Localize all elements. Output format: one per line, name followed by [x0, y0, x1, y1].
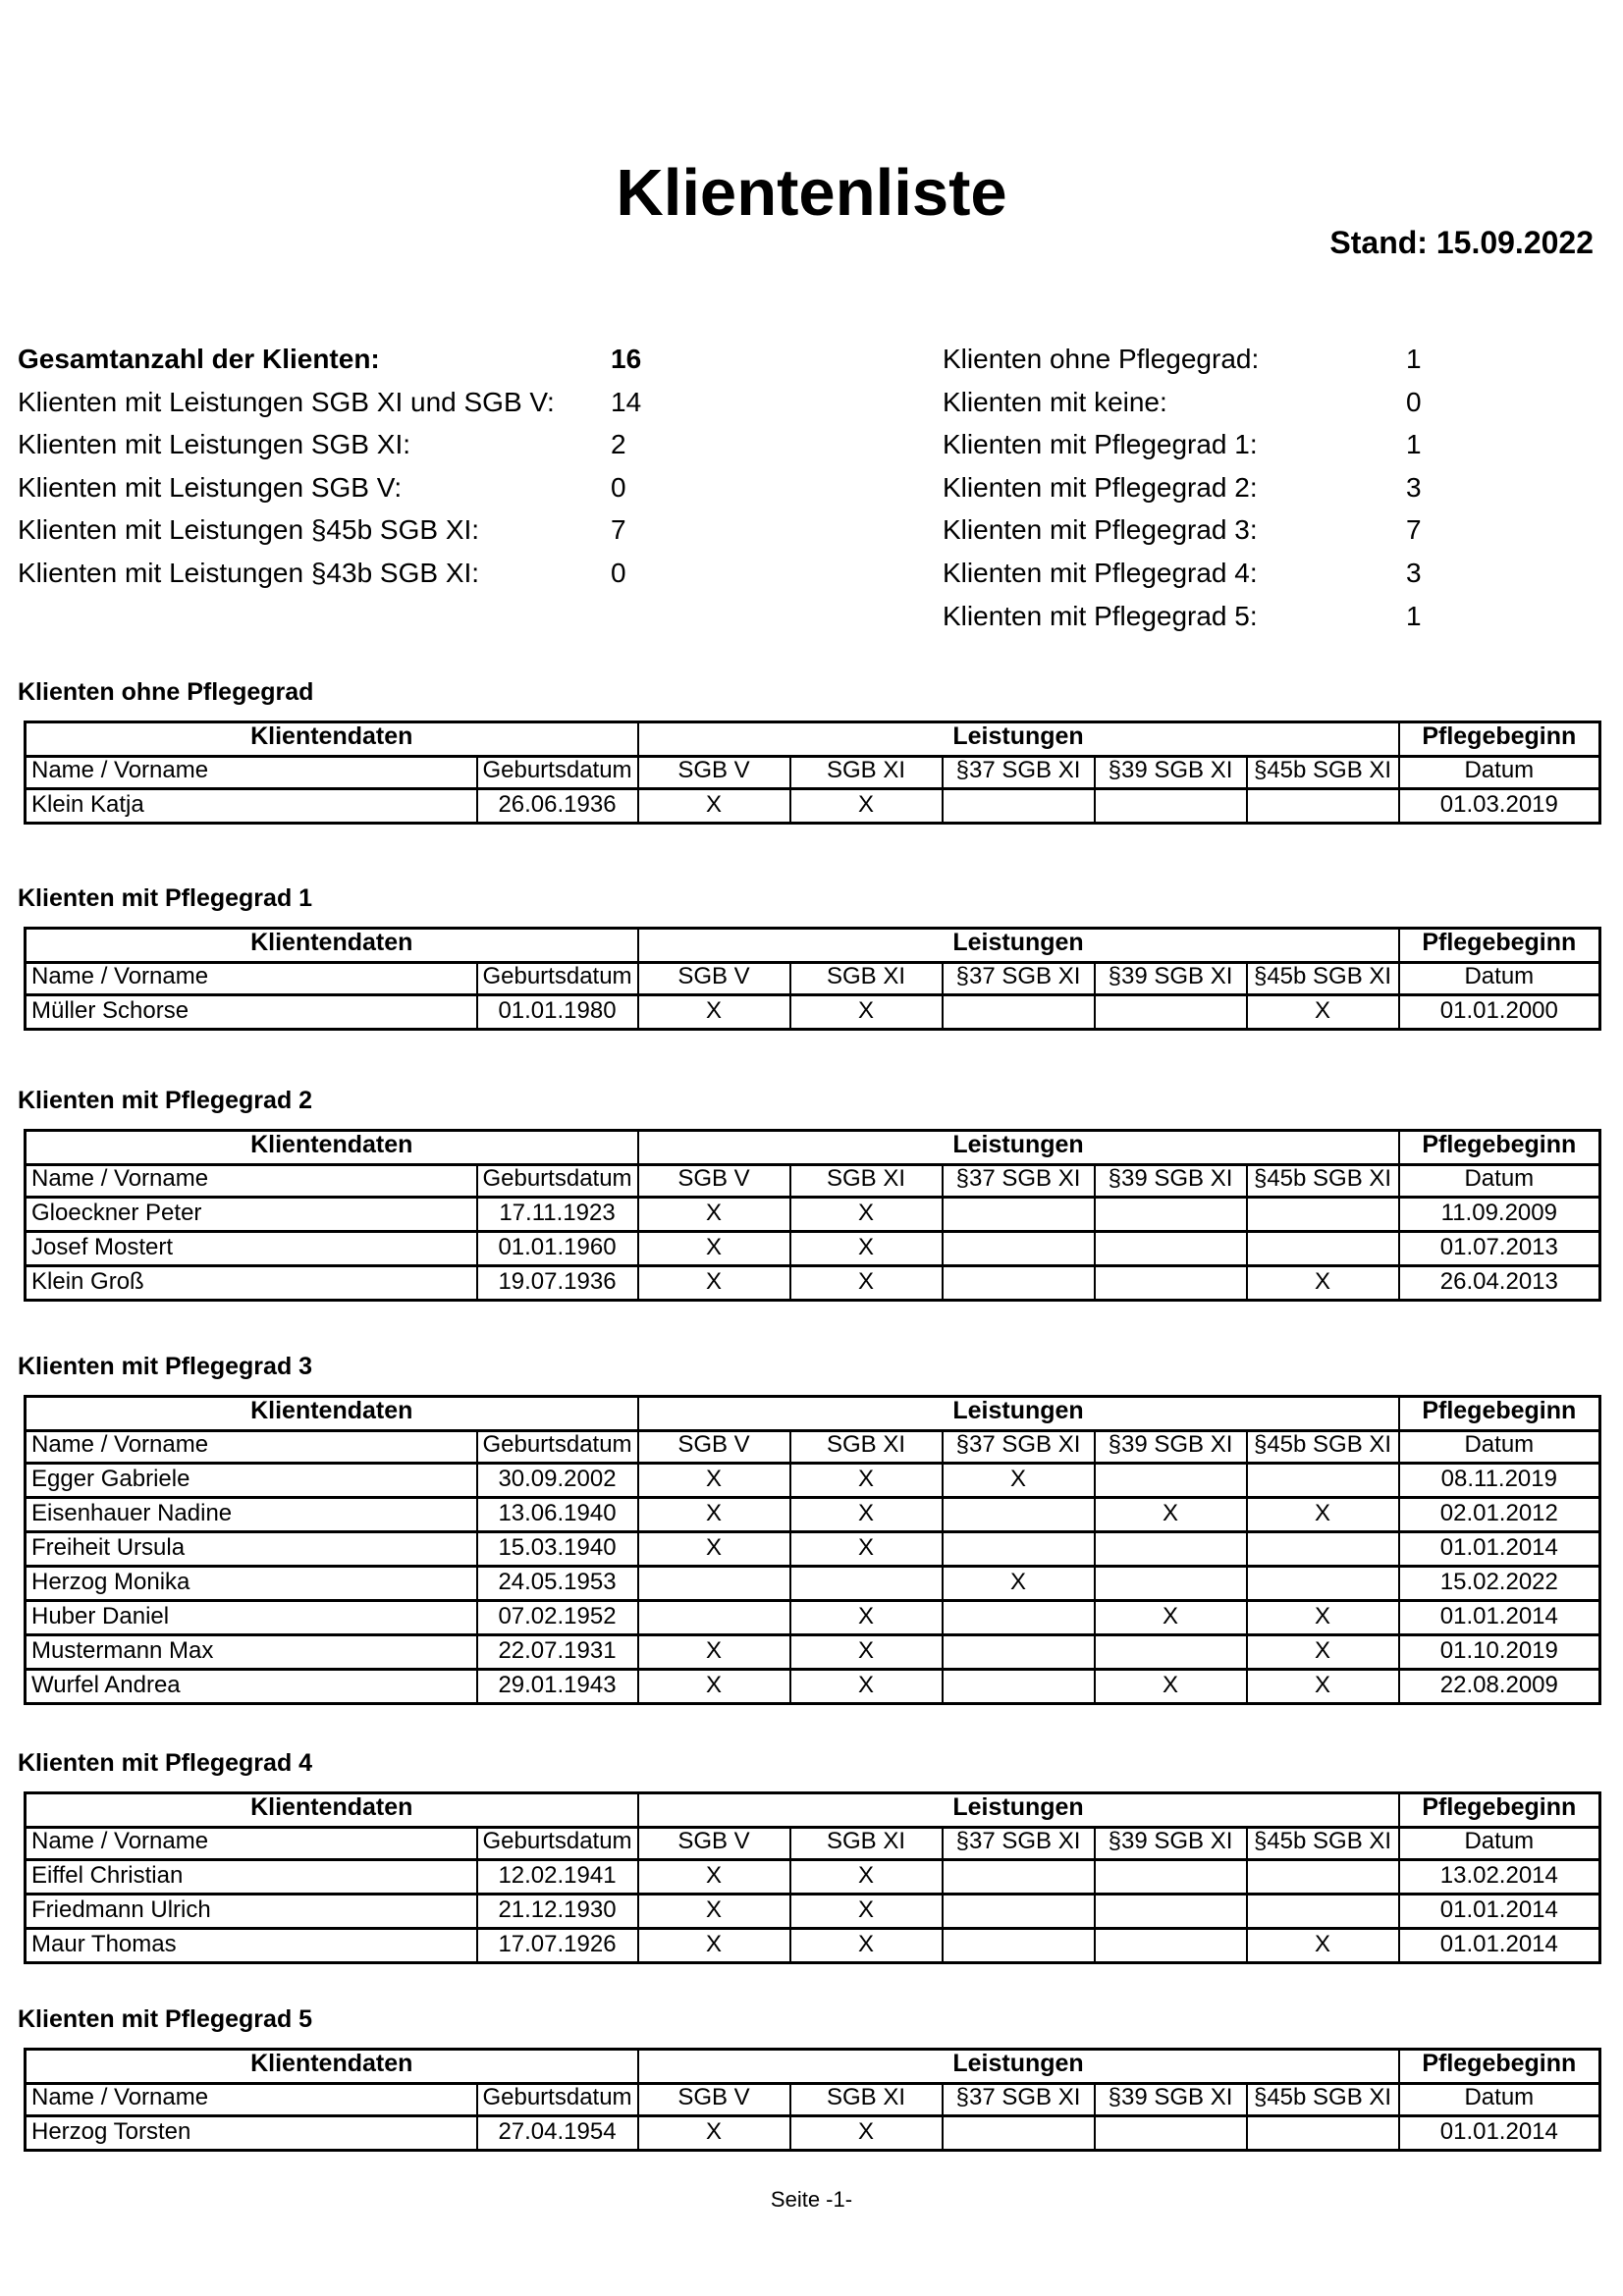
group-header-pflegebeginn: Pflegebeginn [1399, 1131, 1600, 1165]
cell-p37-sgb-xi [943, 1634, 1095, 1669]
group-header-klientendaten: Klientendaten [26, 1397, 638, 1431]
page-title: Klientenliste [616, 155, 1007, 230]
col-header-sgb-xi: SGB XI [790, 1164, 943, 1197]
client-row [26, 1265, 1600, 1300]
col-header-p45b-sgb-xi: §45b SGB XI [1247, 1164, 1399, 1197]
cell-sgb-xi: X [790, 1894, 943, 1928]
cell-name-vorname: Herzog Torsten [26, 2115, 477, 2150]
table-column-header-row [26, 1827, 1600, 1859]
group-header-leistungen: Leistungen [638, 1131, 1399, 1165]
cell-p39-sgb-xi [1095, 1531, 1247, 1566]
group-header-pflegebeginn: Pflegebeginn [1399, 929, 1600, 963]
col-header-p39-sgb-xi: §39 SGB XI [1095, 962, 1247, 994]
cell-sgb-xi: X [790, 994, 943, 1029]
cell-datum: 13.02.2014 [1399, 1859, 1600, 1894]
client-table [24, 721, 1601, 825]
cell-p37-sgb-xi [943, 1231, 1095, 1265]
cell-sgb-xi: X [790, 1531, 943, 1566]
col-header-sgb-xi: SGB XI [790, 962, 943, 994]
col-header-name-vorname: Name / Vorname [26, 2083, 477, 2115]
client-row [26, 1197, 1600, 1231]
col-header-geburtsdatum: Geburtsdatum [477, 1164, 638, 1197]
cell-sgb-v: X [638, 1463, 790, 1497]
summary-label: Klienten mit Pflegegrad 4: [943, 557, 1258, 588]
table-body [26, 2115, 1600, 2150]
summary-label: Klienten mit Leistungen SGB V: [18, 471, 403, 503]
cell-sgb-xi: X [790, 1497, 943, 1531]
client-section [18, 677, 1598, 825]
summary-label: Klienten mit Leistungen SGB XI: [18, 429, 410, 460]
cell-sgb-v: X [638, 994, 790, 1029]
col-header-p37-sgb-xi: §37 SGB XI [943, 1164, 1095, 1197]
cell-geburtsdatum: 22.07.1931 [477, 1634, 638, 1669]
client-row [26, 788, 1600, 823]
cell-sgb-xi: X [790, 1928, 943, 1962]
cell-p39-sgb-xi [1095, 1566, 1247, 1600]
col-header-name-vorname: Name / Vorname [26, 1430, 477, 1463]
col-header-sgb-v: SGB V [638, 1164, 790, 1197]
client-row [26, 2115, 1600, 2150]
group-header-pflegebeginn: Pflegebeginn [1399, 1793, 1600, 1828]
cell-p37-sgb-xi [943, 1894, 1095, 1928]
summary-column-right [943, 338, 1591, 637]
client-table [24, 927, 1601, 1031]
cell-p45b-sgb-xi [1247, 1859, 1399, 1894]
group-header-pflegebeginn: Pflegebeginn [1399, 1397, 1600, 1431]
summary-label: Klienten mit Leistungen §43b SGB XI: [18, 557, 480, 588]
cell-geburtsdatum: 30.09.2002 [477, 1463, 638, 1497]
cell-name-vorname: Gloeckner Peter [26, 1197, 477, 1231]
col-header-geburtsdatum: Geburtsdatum [477, 962, 638, 994]
table-column-header-row [26, 756, 1600, 788]
client-section [18, 2004, 1598, 2152]
col-header-geburtsdatum: Geburtsdatum [477, 2083, 638, 2115]
cell-sgb-xi: X [790, 1634, 943, 1669]
report-date: Stand: 15.09.2022 [1329, 225, 1594, 260]
cell-geburtsdatum: 26.06.1936 [477, 788, 638, 823]
cell-p45b-sgb-xi [1247, 2115, 1399, 2150]
cell-datum: 01.01.2014 [1399, 2115, 1600, 2150]
table-column-header-row [26, 2083, 1600, 2115]
group-header-leistungen: Leistungen [638, 1397, 1399, 1431]
cell-datum: 22.08.2009 [1399, 1669, 1600, 1703]
cell-datum: 01.01.2014 [1399, 1531, 1600, 1566]
summary-label: Klienten mit keine: [943, 386, 1167, 417]
col-header-p45b-sgb-xi: §45b SGB XI [1247, 1827, 1399, 1859]
cell-name-vorname: Eiffel Christian [26, 1859, 477, 1894]
cell-geburtsdatum: 07.02.1952 [477, 1600, 638, 1634]
group-header-pflegebeginn: Pflegebeginn [1399, 2050, 1600, 2084]
col-header-geburtsdatum: Geburtsdatum [477, 1827, 638, 1859]
col-header-p39-sgb-xi: §39 SGB XI [1095, 1164, 1247, 1197]
cell-p37-sgb-xi [943, 2115, 1095, 2150]
cell-p39-sgb-xi: X [1095, 1669, 1247, 1703]
table-column-header-row [26, 1164, 1600, 1197]
summary-value: 0 [1406, 386, 1422, 417]
summary-row [18, 466, 862, 509]
summary-label: Klienten mit Leistungen SGB XI und SGB V: [18, 386, 555, 417]
cell-sgb-xi: X [790, 1265, 943, 1300]
section-heading: Klienten mit Pflegegrad 5 [18, 2005, 313, 2033]
cell-p45b-sgb-xi: X [1247, 1634, 1399, 1669]
section-heading: Klienten mit Pflegegrad 4 [18, 1749, 313, 1777]
cell-p39-sgb-xi [1095, 1859, 1247, 1894]
cell-p37-sgb-xi: X [943, 1463, 1095, 1497]
col-header-p45b-sgb-xi: §45b SGB XI [1247, 2083, 1399, 2115]
cell-p37-sgb-xi [943, 788, 1095, 823]
cell-sgb-xi: X [790, 2115, 943, 2150]
cell-sgb-v: X [638, 1634, 790, 1669]
summary-row [943, 381, 1591, 424]
summary-value: 14 [611, 386, 642, 417]
col-header-datum: Datum [1399, 2083, 1600, 2115]
summary-value: 0 [611, 557, 626, 588]
cell-geburtsdatum: 19.07.1936 [477, 1265, 638, 1300]
client-section [18, 1748, 1598, 1964]
cell-p45b-sgb-xi [1247, 788, 1399, 823]
summary-row [943, 508, 1591, 552]
client-row [26, 1566, 1600, 1600]
cell-datum: 01.07.2013 [1399, 1231, 1600, 1265]
col-header-name-vorname: Name / Vorname [26, 1827, 477, 1859]
cell-p37-sgb-xi [943, 1197, 1095, 1231]
summary-value: 7 [611, 514, 626, 546]
table-body [26, 994, 1600, 1029]
group-header-klientendaten: Klientendaten [26, 1793, 638, 1828]
section-heading: Klienten mit Pflegegrad 1 [18, 884, 313, 912]
cell-sgb-xi: X [790, 1231, 943, 1265]
cell-p45b-sgb-xi [1247, 1231, 1399, 1265]
col-header-sgb-v: SGB V [638, 756, 790, 788]
cell-name-vorname: Wurfel Andrea [26, 1669, 477, 1703]
col-header-p45b-sgb-xi: §45b SGB XI [1247, 962, 1399, 994]
cell-p39-sgb-xi [1095, 788, 1247, 823]
cell-p39-sgb-xi [1095, 1894, 1247, 1928]
cell-p45b-sgb-xi: X [1247, 1497, 1399, 1531]
client-row [26, 1669, 1600, 1703]
group-header-leistungen: Leistungen [638, 929, 1399, 963]
summary-value: 1 [1406, 429, 1422, 460]
client-table [24, 2048, 1601, 2152]
table-group-header-row [26, 1131, 1600, 1165]
summary-label: Gesamtanzahl der Klienten: [18, 344, 380, 374]
client-row [26, 1600, 1600, 1634]
summary-label: Klienten mit Pflegegrad 3: [943, 514, 1258, 546]
col-header-p45b-sgb-xi: §45b SGB XI [1247, 1430, 1399, 1463]
cell-p45b-sgb-xi: X [1247, 1600, 1399, 1634]
client-row [26, 1531, 1600, 1566]
table-group-header-row [26, 722, 1600, 757]
summary-row [18, 338, 862, 381]
summary-column-left [18, 338, 862, 595]
group-header-leistungen: Leistungen [638, 2050, 1399, 2084]
table-group-header-row [26, 929, 1600, 963]
cell-geburtsdatum: 13.06.1940 [477, 1497, 638, 1531]
summary-value: 1 [1406, 344, 1422, 374]
table-body [26, 1197, 1600, 1300]
cell-sgb-xi: X [790, 1669, 943, 1703]
cell-name-vorname: Herzog Monika [26, 1566, 477, 1600]
cell-name-vorname: Egger Gabriele [26, 1463, 477, 1497]
summary-row [943, 338, 1591, 381]
summary-row [943, 595, 1591, 638]
cell-sgb-v: X [638, 788, 790, 823]
cell-name-vorname: Freiheit Ursula [26, 1531, 477, 1566]
col-header-p39-sgb-xi: §39 SGB XI [1095, 2083, 1247, 2115]
cell-p39-sgb-xi [1095, 1265, 1247, 1300]
cell-datum: 01.01.2014 [1399, 1600, 1600, 1634]
client-table [24, 1395, 1601, 1705]
table-group-header-row [26, 1397, 1600, 1431]
cell-sgb-v: X [638, 2115, 790, 2150]
cell-p39-sgb-xi [1095, 1634, 1247, 1669]
section-heading: Klienten mit Pflegegrad 2 [18, 1087, 313, 1114]
cell-p45b-sgb-xi [1247, 1531, 1399, 1566]
col-header-datum: Datum [1399, 962, 1600, 994]
group-header-pflegebeginn: Pflegebeginn [1399, 722, 1600, 757]
cell-p37-sgb-xi [943, 1669, 1095, 1703]
summary-value: 1 [1406, 600, 1422, 631]
cell-name-vorname: Josef Mostert [26, 1231, 477, 1265]
cell-sgb-v: X [638, 1859, 790, 1894]
col-header-name-vorname: Name / Vorname [26, 1164, 477, 1197]
cell-geburtsdatum: 17.11.1923 [477, 1197, 638, 1231]
cell-p37-sgb-xi [943, 1497, 1095, 1531]
summary-label: Klienten mit Leistungen §45b SGB XI: [18, 514, 480, 546]
section-heading: Klienten mit Pflegegrad 3 [18, 1353, 313, 1380]
cell-p45b-sgb-xi [1247, 1894, 1399, 1928]
col-header-datum: Datum [1399, 756, 1600, 788]
cell-geburtsdatum: 29.01.1943 [477, 1669, 638, 1703]
cell-p37-sgb-xi [943, 1600, 1095, 1634]
cell-datum: 01.10.2019 [1399, 1634, 1600, 1669]
summary-value: 7 [1406, 514, 1422, 546]
col-header-p39-sgb-xi: §39 SGB XI [1095, 1430, 1247, 1463]
col-header-p45b-sgb-xi: §45b SGB XI [1247, 756, 1399, 788]
summary-row [943, 423, 1591, 466]
group-header-klientendaten: Klientendaten [26, 2050, 638, 2084]
summary-row [18, 381, 862, 424]
client-table [24, 1129, 1601, 1302]
cell-sgb-v: X [638, 1894, 790, 1928]
cell-sgb-v: X [638, 1669, 790, 1703]
client-row [26, 1231, 1600, 1265]
table-body [26, 1859, 1600, 1962]
cell-p39-sgb-xi: X [1095, 1497, 1247, 1531]
cell-geburtsdatum: 01.01.1980 [477, 994, 638, 1029]
cell-p39-sgb-xi [1095, 1197, 1247, 1231]
col-header-p37-sgb-xi: §37 SGB XI [943, 2083, 1095, 2115]
cell-geburtsdatum: 21.12.1930 [477, 1894, 638, 1928]
cell-name-vorname: Friedmann Ulrich [26, 1894, 477, 1928]
table-group-header-row [26, 2050, 1600, 2084]
col-header-p37-sgb-xi: §37 SGB XI [943, 962, 1095, 994]
client-section [18, 1086, 1598, 1302]
cell-sgb-v: X [638, 1497, 790, 1531]
col-header-p37-sgb-xi: §37 SGB XI [943, 1430, 1095, 1463]
client-row [26, 1894, 1600, 1928]
cell-sgb-xi: X [790, 788, 943, 823]
client-row [26, 994, 1600, 1029]
cell-sgb-v: X [638, 1928, 790, 1962]
cell-sgb-v [638, 1600, 790, 1634]
client-row [26, 1463, 1600, 1497]
cell-name-vorname: Mustermann Max [26, 1634, 477, 1669]
summary-value: 3 [1406, 557, 1422, 588]
cell-name-vorname: Eisenhauer Nadine [26, 1497, 477, 1531]
col-header-sgb-xi: SGB XI [790, 1430, 943, 1463]
cell-p39-sgb-xi [1095, 1463, 1247, 1497]
table-column-header-row [26, 1430, 1600, 1463]
col-header-p37-sgb-xi: §37 SGB XI [943, 1827, 1095, 1859]
group-header-klientendaten: Klientendaten [26, 929, 638, 963]
cell-p37-sgb-xi [943, 1265, 1095, 1300]
cell-sgb-v: X [638, 1197, 790, 1231]
col-header-geburtsdatum: Geburtsdatum [477, 756, 638, 788]
summary-row [18, 423, 862, 466]
cell-sgb-xi: X [790, 1463, 943, 1497]
summary-label: Klienten mit Pflegegrad 5: [943, 600, 1258, 631]
cell-sgb-v: X [638, 1231, 790, 1265]
cell-sgb-xi: X [790, 1600, 943, 1634]
group-header-klientendaten: Klientendaten [26, 1131, 638, 1165]
client-row [26, 1497, 1600, 1531]
cell-name-vorname: Müller Schorse [26, 994, 477, 1029]
summary-row [943, 466, 1591, 509]
cell-datum: 15.02.2022 [1399, 1566, 1600, 1600]
cell-name-vorname: Klein Groß [26, 1265, 477, 1300]
summary-row [18, 508, 862, 552]
cell-name-vorname: Huber Daniel [26, 1600, 477, 1634]
client-row [26, 1928, 1600, 1962]
group-header-leistungen: Leistungen [638, 1793, 1399, 1828]
cell-p39-sgb-xi [1095, 1231, 1247, 1265]
table-group-header-row [26, 1793, 1600, 1828]
cell-p39-sgb-xi [1095, 2115, 1247, 2150]
cell-datum: 01.01.2014 [1399, 1928, 1600, 1962]
cell-p37-sgb-xi [943, 1928, 1095, 1962]
table-body [26, 788, 1600, 823]
page-number: Seite -1- [770, 2187, 853, 2212]
cell-sgb-xi: X [790, 1197, 943, 1231]
cell-sgb-v [638, 1566, 790, 1600]
cell-geburtsdatum: 17.07.1926 [477, 1928, 638, 1962]
cell-datum: 02.01.2012 [1399, 1497, 1600, 1531]
col-header-geburtsdatum: Geburtsdatum [477, 1430, 638, 1463]
summary-row [18, 552, 862, 595]
cell-p45b-sgb-xi: X [1247, 1669, 1399, 1703]
cell-p37-sgb-xi [943, 1531, 1095, 1566]
col-header-sgb-v: SGB V [638, 962, 790, 994]
cell-p45b-sgb-xi: X [1247, 1928, 1399, 1962]
cell-geburtsdatum: 27.04.1954 [477, 2115, 638, 2150]
cell-geburtsdatum: 12.02.1941 [477, 1859, 638, 1894]
summary-value: 16 [611, 344, 642, 374]
cell-datum: 01.03.2019 [1399, 788, 1600, 823]
col-header-p39-sgb-xi: §39 SGB XI [1095, 756, 1247, 788]
col-header-sgb-xi: SGB XI [790, 756, 943, 788]
cell-p39-sgb-xi [1095, 1928, 1247, 1962]
cell-p45b-sgb-xi: X [1247, 994, 1399, 1029]
cell-datum: 01.01.2000 [1399, 994, 1600, 1029]
group-header-klientendaten: Klientendaten [26, 722, 638, 757]
col-header-sgb-v: SGB V [638, 2083, 790, 2115]
cell-sgb-v: X [638, 1265, 790, 1300]
table-body [26, 1463, 1600, 1703]
table-column-header-row [26, 962, 1600, 994]
section-heading: Klienten ohne Pflegegrad [18, 678, 314, 706]
cell-datum: 08.11.2019 [1399, 1463, 1600, 1497]
cell-sgb-xi [790, 1566, 943, 1600]
cell-geburtsdatum: 24.05.1953 [477, 1566, 638, 1600]
summary-label: Klienten mit Pflegegrad 1: [943, 429, 1258, 460]
col-header-sgb-v: SGB V [638, 1827, 790, 1859]
col-header-p39-sgb-xi: §39 SGB XI [1095, 1827, 1247, 1859]
cell-p37-sgb-xi [943, 1859, 1095, 1894]
cell-p37-sgb-xi [943, 994, 1095, 1029]
summary-value: 0 [611, 471, 626, 503]
cell-p45b-sgb-xi [1247, 1197, 1399, 1231]
summary-label: Klienten ohne Pflegegrad: [943, 344, 1260, 374]
summary-value: 3 [1406, 471, 1422, 503]
summary-label: Klienten mit Pflegegrad 2: [943, 471, 1258, 503]
summary-row [943, 552, 1591, 595]
cell-geburtsdatum: 01.01.1960 [477, 1231, 638, 1265]
cell-datum: 01.01.2014 [1399, 1894, 1600, 1928]
cell-p45b-sgb-xi: X [1247, 1265, 1399, 1300]
cell-sgb-xi: X [790, 1859, 943, 1894]
cell-p45b-sgb-xi [1247, 1463, 1399, 1497]
cell-sgb-v: X [638, 1531, 790, 1566]
col-header-name-vorname: Name / Vorname [26, 756, 477, 788]
client-section [18, 1352, 1598, 1705]
col-header-datum: Datum [1399, 1164, 1600, 1197]
cell-name-vorname: Maur Thomas [26, 1928, 477, 1962]
col-header-datum: Datum [1399, 1827, 1600, 1859]
col-header-sgb-xi: SGB XI [790, 2083, 943, 2115]
col-header-name-vorname: Name / Vorname [26, 962, 477, 994]
client-row [26, 1634, 1600, 1669]
col-header-datum: Datum [1399, 1430, 1600, 1463]
cell-p39-sgb-xi [1095, 994, 1247, 1029]
client-table [24, 1791, 1601, 1964]
col-header-p37-sgb-xi: §37 SGB XI [943, 756, 1095, 788]
col-header-sgb-v: SGB V [638, 1430, 790, 1463]
cell-geburtsdatum: 15.03.1940 [477, 1531, 638, 1566]
client-row [26, 1859, 1600, 1894]
group-header-leistungen: Leistungen [638, 722, 1399, 757]
cell-p37-sgb-xi: X [943, 1566, 1095, 1600]
cell-p45b-sgb-xi [1247, 1566, 1399, 1600]
client-section [18, 883, 1598, 1031]
col-header-sgb-xi: SGB XI [790, 1827, 943, 1859]
cell-name-vorname: Klein Katja [26, 788, 477, 823]
cell-datum: 11.09.2009 [1399, 1197, 1600, 1231]
cell-datum: 26.04.2013 [1399, 1265, 1600, 1300]
cell-p39-sgb-xi: X [1095, 1600, 1247, 1634]
summary-value: 2 [611, 429, 626, 460]
